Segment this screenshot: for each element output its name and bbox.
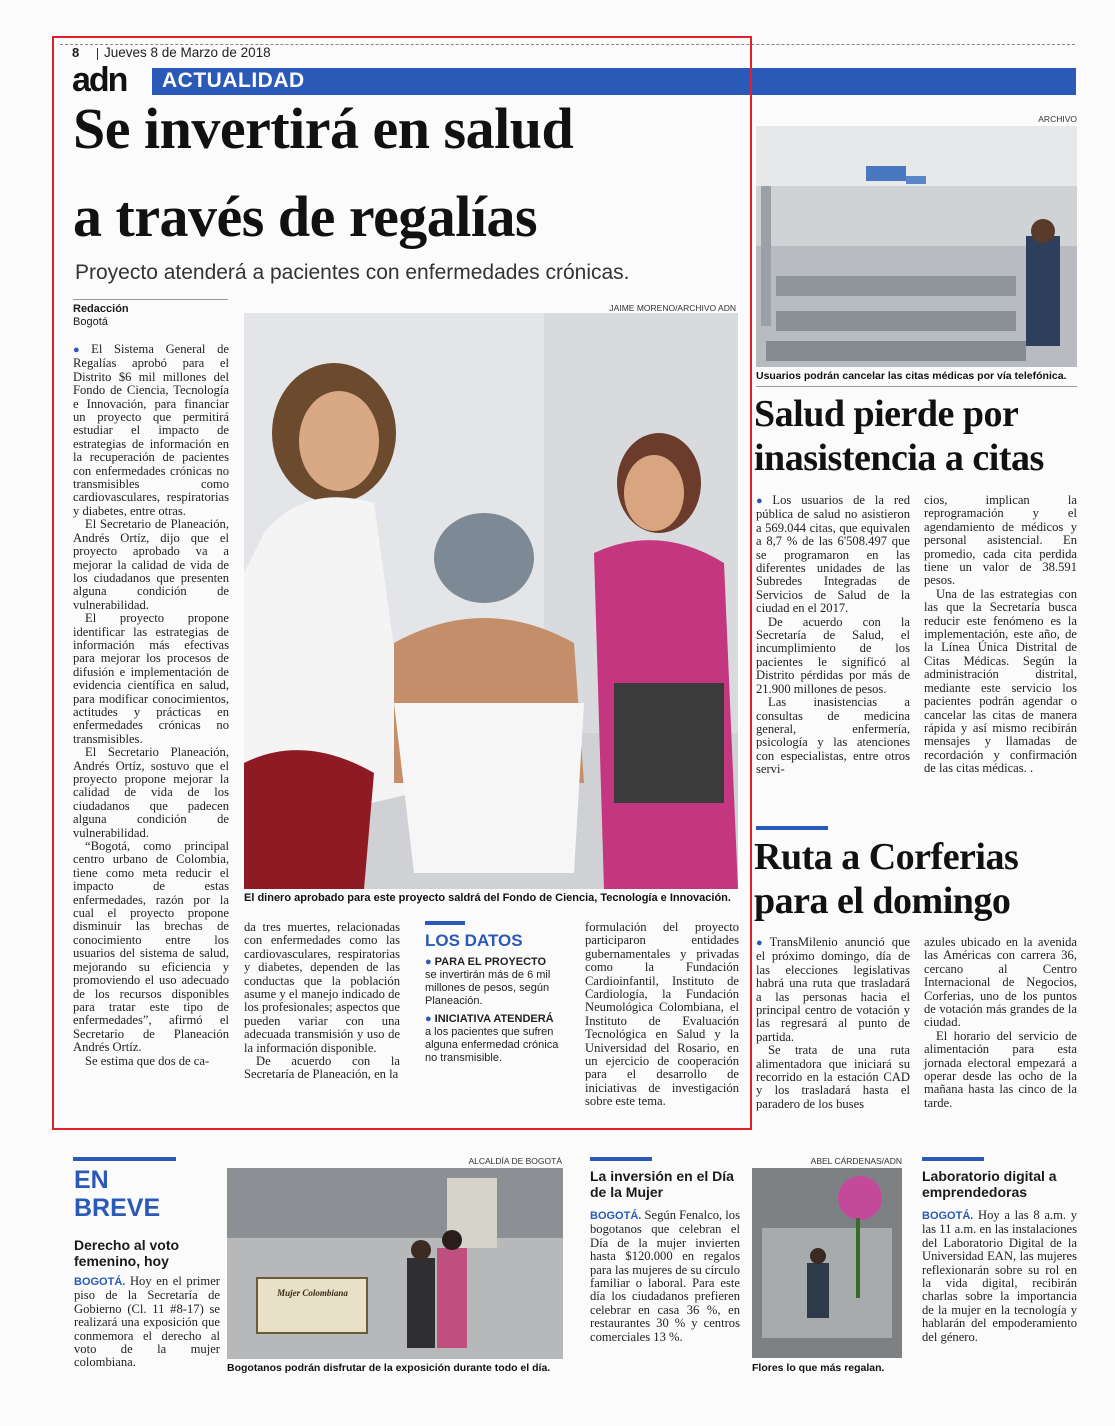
- byline: Redacción: [73, 303, 129, 315]
- en-breve-label-2: BREVE: [74, 1194, 161, 1222]
- brief1-body: [74, 1275, 220, 1370]
- paragraph: El Secretario Planeación, Andrés Ortíz, sostuvo que el proyecto propone mejorar la calidad de vida de los ciudadanos que padecen alguna condición de vulnerabilidad.: [73, 745, 229, 840]
- section-label: ACTUALIDAD: [162, 69, 305, 92]
- flower-vendor-illustration: [752, 1168, 902, 1358]
- corferias-headline-line1: Ruta a Corferias: [754, 836, 1019, 878]
- bullet-icon: ●: [425, 956, 432, 968]
- corferias-accent-bar: [756, 826, 828, 830]
- paragraph: formulación del proyecto participaron entidades gubernamentales y privadas como la Fundación Cardioinfantil, Instituto de Cardiología, la Fundación Neumológica Colombiana, el Instituto de Evaluación Tecnológica en Salud y la Universidad del Rosario, en un ejercicio de cooperación para el desarrollo de iniciativas de investigación sobre este tema.: [585, 920, 739, 1109]
- paragraph: [756, 936, 910, 1044]
- brief3-body: [922, 1209, 1077, 1344]
- bullet-icon: ●: [756, 495, 770, 507]
- paragraph: da tres muertes, relacionadas con enfermedades como las cardiovasculares, respiratorias y diabetes, dependen de las conductas que la población asume y el manejo indicado de los profesionales; aspectos que pueden variar con una adecuada transmisión y uso de la información disponible.: [244, 920, 400, 1055]
- brief2-text: Según Fenalco, los bogotanos que celebran el Día de la mujer invierten hasta $120.000 en regalos para las mujeres de su círculo familiar o laboral. Para este día los ciudadanos prefieren celebrar en casa 36 %, en restaurantes 30 % y centros comerciales 13 %.: [590, 1208, 740, 1344]
- paragraph: De acuerdo con la Secretaría de Salud, el incumplimiento de los pacientes le significó al Distrito pérdidas por más de 21.900 millones de pesos.: [756, 614, 910, 696]
- brief3-headline: Laboratorio digital a emprendedoras: [922, 1168, 1057, 1200]
- datos-item-1-text: se invertirán más de 6 mil millones de pesos, según Planeación.: [425, 969, 551, 1007]
- main-headline-line2: a través de regalías: [73, 184, 538, 249]
- datos-item-2-head: INICIATIVA ATENDERÁ: [434, 1013, 554, 1025]
- datos-title: LOS DATOS: [425, 931, 523, 950]
- adn-logo: adn: [72, 61, 127, 99]
- brief-photo1: [227, 1168, 563, 1359]
- datos-item-1-head: PARA EL PROYECTO: [434, 956, 547, 968]
- exhibit-sign-text: Mujer Colombiana: [277, 1288, 348, 1298]
- waiting-room-illustration: [756, 126, 1077, 367]
- paragraph: Se trata de una ruta alimentadora que iniciará su recorrido en la estación CAD y los trasladará hasta el paradero de los buses: [756, 1043, 910, 1111]
- paragraph-text: Los usuarios de la red pública de salud no asistieron a 569.044 citas, que equivalen a 8,7 % de las 6'508.497 que se programaron en las diferentes unidades de las Subredes Integradas de Servicios de Salud de la ciudad en el 2017.: [756, 493, 910, 616]
- salud-photo-credit: ARCHIVO: [1038, 114, 1077, 124]
- salud-headline-line1: Salud pierde por: [754, 393, 1019, 435]
- brief-photo2-credit: ABEL CÁRDENAS/ADN: [810, 1156, 902, 1166]
- brief1-dateline: BOGOTÁ.: [74, 1276, 126, 1288]
- paragraph: El proyecto propone identificar las estrategias de información más efectivas para mejorar los procesos de difusión e implementación de evidencia científica en salud, para modificar conocimientos, actitudes y prácticas en enfermedades crónicas no transmisibles.: [73, 611, 229, 746]
- header-date: Jueves 8 de Marzo de 2018: [104, 45, 271, 60]
- brief3-dateline: BOGOTÁ.: [922, 1210, 974, 1222]
- paragraph: [756, 494, 910, 616]
- bullet-icon: ●: [73, 344, 89, 356]
- paragraph-text: El Sistema General de Regalías aprobó para el Distrito $6 mil millones del Fondo de Ciencia, Tecnología e Innovación, para financiar un proyecto que permitirá estudiar el impacto de estrategias de información en la recuperación de pacientes con enfermedades crónicas no transmisibles como cardiovasculares, respiratorias y diabetes, entre otras.: [73, 342, 229, 518]
- salud-col1: [756, 494, 910, 777]
- paragraph: Una de las estrategias con las que la Secretaría busca reducir este fenómeno es la implementación, este año, de la Línea Única Distrital de Citas Médicas. Según la administración distrital, mediante este servicio los pacientes podrán agendar o cancelar las citas de manera rápida y así mismo recibirán mensajes y llamadas de recordación y confirmación de las citas médicas. .: [924, 586, 1077, 776]
- salud-photo: [756, 126, 1077, 367]
- brief2-accent-bar: [590, 1157, 652, 1161]
- brief-photo2-caption: Flores lo que más regalan.: [752, 1362, 885, 1374]
- corferias-col2: [924, 936, 1077, 1110]
- paragraph: El horario del servicio de alimentación para esta jornada electoral empezará a operar desde las ocho de la mañana hasta las cinco de la tarde.: [924, 1028, 1077, 1110]
- salud-rule: [756, 386, 1077, 387]
- highlight-frame: [52, 36, 752, 1130]
- byline-location: Bogotá: [73, 316, 108, 328]
- paragraph: El Secretario de Planeación, Andrés Ortíz, dijo que el proyecto aprobado va a mejorar la calidad de vida de los ciudadanos que presenten alguna condición de vulnerabilidad.: [73, 517, 229, 612]
- en-breve-label-1: EN: [74, 1166, 109, 1194]
- brief-photo2: [752, 1168, 902, 1358]
- corferias-headline-line2: para el domingo: [754, 880, 1011, 922]
- brief-photo1-caption: Bogotanos podrán disfrutar de la exposición durante todo el día.: [227, 1362, 551, 1374]
- salud-col2: [924, 494, 1077, 776]
- main-headline-line1: Se invertirá en salud: [73, 96, 574, 161]
- brief3-accent-bar: [922, 1157, 984, 1161]
- paragraph: “Bogotá, como principal centro urbano de Colombia, tiene como meta reducir el impacto de estas enfermedades, razón por la cual el proyecto propone disminuir las brechas de conocimiento entre los usuarios del sistema de salud, mejorando su eficiencia y promoviendo el uso adecuado de los recursos disponibles para tratar este tipo de enfermedades”, afirmó el Secretario de Planeación Andrés Ortíz.: [73, 839, 229, 1055]
- brief2-dateline: BOGOTÁ.: [590, 1210, 642, 1222]
- brief1-text: Hoy en el primer piso de la Secretaría de Gobierno (Cl. 11 #8-17) se realizará una exposición que conmemora el derecho al voto de la mujer colombiana.: [74, 1274, 220, 1370]
- salud-headline-line2: inasistencia a citas: [754, 437, 1044, 479]
- main-photo-credit: JAIME MORENO/ARCHIVO ADN: [609, 303, 736, 313]
- page-number: 8: [72, 45, 80, 60]
- paragraph: azules ubicado en la avenida las Américas con carrera 36, cercano al Centro Internacional de Negocios, Corferias, uno de los puntos de votación más grandes de la ciudad.: [924, 935, 1077, 1030]
- main-subheadline: Proyecto atenderá a pacientes con enfermedades crónicas.: [75, 261, 630, 284]
- brief3-text: Hoy a las 8 a.m. y las 11 a.m. en las instalaciones del Laboratorio Digital de la Universidad EAN, las mujeres reflexionarán sobre su rol en la vida digital, recibirán charlas sobre la importancia de la mujer en la tecnología y hablarán del empoderamiento del género.: [922, 1208, 1077, 1344]
- bullet-icon: ●: [756, 937, 767, 949]
- brief2-body: [590, 1209, 740, 1344]
- datos-item-2-text: a los pacientes que sufren alguna enfermedad crónica no transmisible.: [425, 1026, 559, 1064]
- exhibition-illustration: [227, 1168, 563, 1359]
- paragraph: Las inasistencias a consultas de medicina general, enfermería, psicología y las atenciones con especialistas, entre otros servi-: [756, 695, 910, 777]
- brief-photo1-credit: ALCALDÍA DE BOGOTÁ: [468, 1156, 562, 1166]
- brief1-headline: Derecho al voto femenino, hoy: [74, 1237, 180, 1269]
- paragraph-text: TransMilenio anunció que el próximo domingo, día de las elecciones legislativas habrá una ruta que trasladará a las personas hacia el principal centro de votación y las regresará al punto de partida.: [756, 935, 910, 1044]
- paragraph: De acuerdo con la Secretaría de Planeación, en la: [244, 1054, 400, 1082]
- paragraph: Se estima que dos de ca-: [85, 1053, 210, 1068]
- paragraph: cios, implican la reprogramación y el agendamiento de médicos y personal asistencial. En promedio, cada cita perdida tiene un valor de 38.591 pesos.: [924, 493, 1077, 588]
- bullet-icon: ●: [425, 1013, 432, 1025]
- en-breve-accent-bar: [73, 1157, 176, 1161]
- corferias-col1: [756, 936, 910, 1111]
- salud-photo-caption: Usuarios podrán cancelar las citas médicas por vía telefónica.: [756, 370, 1067, 382]
- brief2-headline: La inversión en el Día de la Mujer: [590, 1168, 734, 1200]
- main-photo-caption: El dinero aprobado para este proyecto saldrá del Fondo de Ciencia, Tecnología e Innovación.: [244, 892, 731, 904]
